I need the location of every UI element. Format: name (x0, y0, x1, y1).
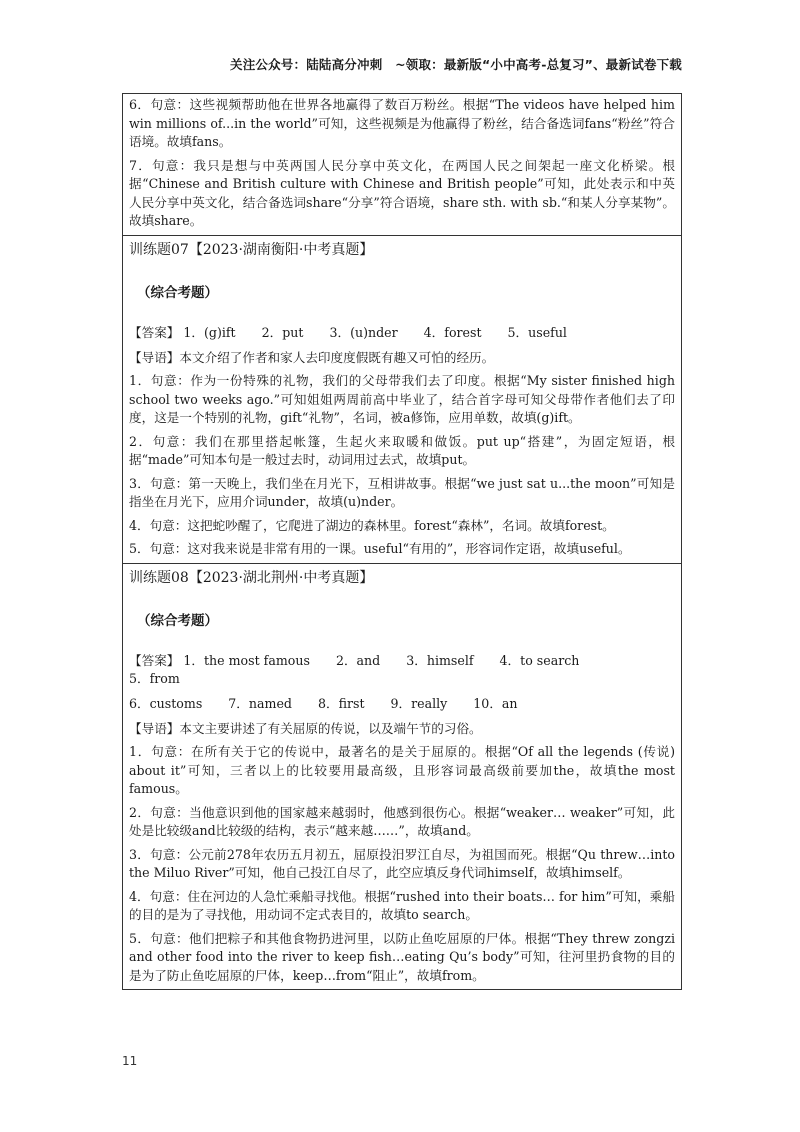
explanation-1: 1．句意：在所有关于它的传说中，最著名的是关于屈原的。根据“Of all the legends (传说) about it”可知，三者以上的比较要用最高级，且形容词最高级前要加the，故填the most famous。 (129, 744, 675, 796)
answer-item: 1．(g)ift (183, 324, 236, 340)
answer-item: 8．first (317, 695, 365, 711)
explanation-3: 3．句意：第一天晚上，我们坐在月光下，互相讲故事。根据“we just sat u...the moon”可知是指坐在月光下，应用介词under，故填(u)nder。 (129, 475, 675, 509)
explanation-1: 1．句意：作为一份特殊的礼物，我们的父母带我们去了印度。根据“My sister finished high school two weeks ago.”可知姐姐两周前高中毕业了，结合首字母可知父母带作者他们去了印度，这是一个特别的礼物，gift“礼物”，名词，被a修饰，应用单数，故填(g)ift。 (129, 373, 675, 425)
exercise-08-answers-row1 (129, 652, 675, 688)
answer-item: 4．forest (423, 324, 482, 340)
explanation-4: 4．句意：住在河边的人急忙乘船寻找他。根据“rushed into their boats… for him”可知，乘船的目的是为了寻找他，用动词不定式表目的，故填to search。 (129, 888, 675, 922)
answer-item: 7．named (228, 695, 292, 711)
explanation-3: 3．句意：公元前278年农历五月初五，屈原投汨罗江自尽，为祖国而死。根据“Qu threw…into the Miluo River”可知，他自己投江自尽了，此空应填反身代词himself，故填himself。 (129, 846, 675, 880)
page-number: 11 (122, 1054, 138, 1068)
answer-item: 3．himself (406, 652, 474, 668)
explanation-block-6-7 (123, 94, 681, 235)
exercise-07-title: 训练题07【2023·湖南衡阳·中考真题】 (129, 241, 374, 258)
explanation-6: 6．句意：这些视频帮助他在世界各地赢得了数百万粉丝。根据“The videos have helped him win millions of...in the world”可知，这些视频是为他赢得了粉丝，结合备选词fans“粉丝”符合语境。故填fans。 (129, 97, 675, 149)
answer-table (122, 93, 682, 990)
answer-item: 2．put (261, 324, 304, 340)
answer-item: 9．really (390, 695, 448, 711)
exercise-07-header (123, 235, 681, 563)
answer-item: 5．useful (507, 324, 567, 340)
guide-text: 【导语】本文主要讲述了有关屈原的传说，以及端午节的习俗。 (129, 720, 482, 736)
answer-item: 3．(u)nder (329, 324, 398, 340)
answer-item: 6．customs (129, 695, 203, 711)
explanation-2: 2．句意：我们在那里搭起帐篷，生起火来取暖和做饭。put up“搭建”，为固定短语，根据“made”可知本句是一般过去时，动词用过去式，故填put。 (129, 433, 675, 467)
guide-text: 【导语】本文介绍了作者和家人去印度度假既有趣又可怕的经历。 (129, 349, 495, 365)
exercise-08-header (123, 563, 681, 990)
exercise-08-title: 训练题08【2023·湖北荆州·中考真题】 (129, 569, 374, 586)
explanation-5: 5．句意：这对我来说是非常有用的一课。useful“有用的”，形容词作定语，故填useful。 (129, 541, 631, 556)
answer-item: 1．the most famous (183, 652, 310, 668)
answer-label: 【答案】 (129, 652, 180, 668)
page-header: 关注公众号：陆陆高分冲刺 ~领取：最新版“小中高考-总复习”、最新试卷下载 (230, 57, 682, 72)
exercise-07-answers (129, 324, 675, 342)
exercise-08-subtitle: （综合考题） (137, 612, 218, 629)
answer-item: 5．from (129, 670, 180, 686)
exercise-08-answers-row2 (129, 695, 675, 713)
answer-label: 【答案】 (129, 324, 180, 340)
answer-item: 10．an (473, 695, 518, 711)
explanation-2: 2．句意：当他意识到他的国家越来越弱时，他感到很伤心。根据“weaker… weaker”可知，此处是比较级and比较级的结构，表示“越来越……”，故填and。 (129, 804, 675, 838)
explanation-5: 5．句意：他们把粽子和其他食物扔进河里，以防止鱼吃屈原的尸体。根据“They threw zongzi and other food into the river to keep fish…eating Qu’s body”可知，往河里扔食物的目的是为了防止鱼吃屈原的尸体，keep…from“阻止”，故填from。 (129, 930, 675, 983)
explanation-4: 4．句意：这把蛇吵醒了，它爬进了湖边的森林里。forest“森林”，名词。故填forest。 (129, 517, 615, 533)
answer-item: 2．and (335, 652, 381, 668)
answer-item: 4．to search (499, 652, 580, 668)
explanation-7: 7．句意：我只是想与中英两国人民分享中英文化，在两国人民之间架起一座文化桥梁。根据“Chinese and British culture with Chinese and British people”可知，此处表示和中英人民分享中英文化，结合备选词share“分享”符合语境，share sth. with sb.“和某人分享某物”。故填share。 (129, 157, 675, 228)
exercise-07-subtitle: （综合考题） (137, 284, 218, 301)
